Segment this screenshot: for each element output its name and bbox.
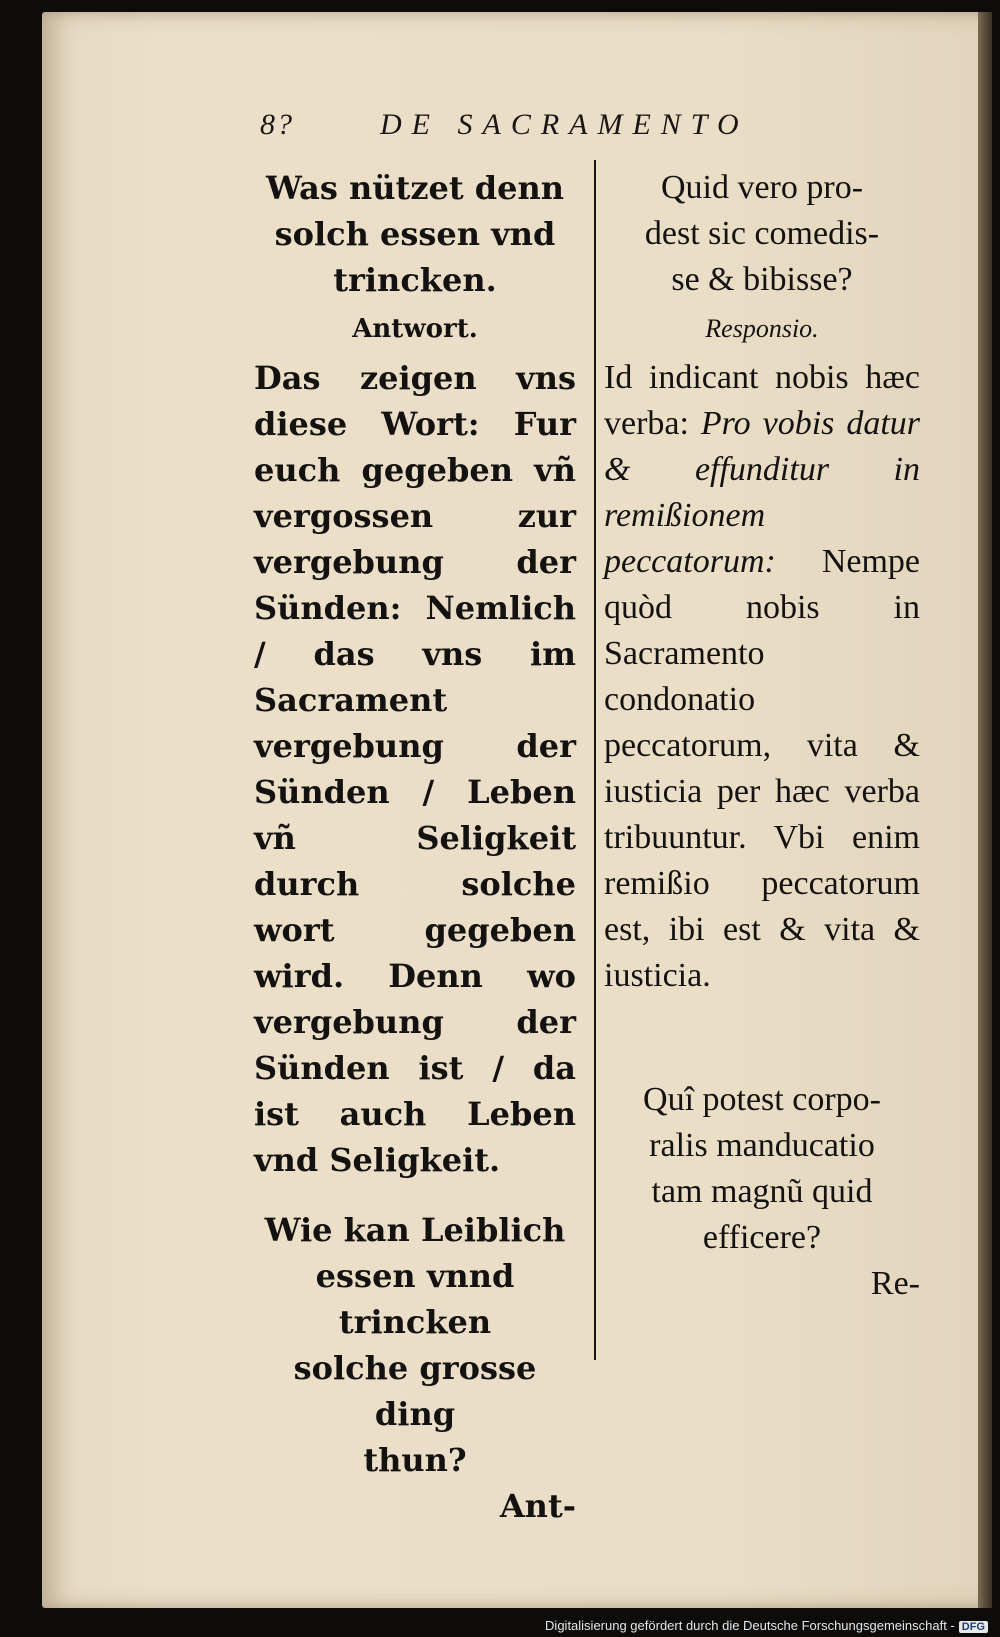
latin-q2-line: tam magnũ quid (651, 1173, 873, 1210)
latin-q2-line: efficere? (702, 1219, 822, 1256)
german-q1-line: solch essen vnd (274, 215, 556, 253)
latin-body-rest: Nempe quòd nobis in Sacramento condonatio peccatorum, vita & iusticia per hæc verba tribuuntur. Vbi enim remißio peccatorum est, ibi est & vita & iusticia. (604, 543, 920, 994)
german-q1-line: trincken. (333, 261, 497, 299)
german-q2-line: essen vnnd trincken (315, 1257, 515, 1341)
footer-text: Digitalisierung gefördert durch die Deutsche Forschungsgemeinschaft - (545, 1618, 955, 1633)
latin-q2-line: ralis manducatio (649, 1127, 875, 1164)
running-header (260, 108, 900, 148)
latin-body-quote: Pro vobis datur & effunditur in remißionem peccatorum: (604, 405, 920, 580)
latin-answer-body (604, 355, 920, 999)
funding-footer (545, 1618, 988, 1633)
latin-body-intro: Id indicant nobis hæc verba: (604, 359, 920, 442)
column-divider (594, 160, 596, 1360)
german-answer-body: Das zeigen vns diese Wort: Fur euch gegeben vñ vergossen zur vergebung der Sünden: Nemlich / das vns im Sacrament vergebung der Sünden / Leben vñ Seligkeit durch solche wort gegeben wird. Denn wo vergebung der Sünden ist / da ist auch Leben vnd Seligkeit. (254, 359, 576, 1179)
german-q1-line: Was nützet denn (265, 169, 565, 207)
latin-q1-line: se & bibisse? (671, 261, 853, 298)
latin-column (604, 165, 920, 1307)
latin-q1-line: dest sic comedis- (644, 215, 880, 252)
german-question-1 (254, 165, 576, 303)
german-q2-line: solche grosse ding (293, 1349, 537, 1433)
latin-question-2 (604, 1077, 920, 1261)
latin-catchword: Re- (870, 1265, 920, 1302)
page-number: 8? (260, 108, 294, 141)
german-catchword: Ant- (499, 1487, 576, 1525)
german-question-2 (254, 1207, 576, 1483)
german-answer-label: Antwort. (352, 314, 478, 344)
latin-q1-line: Quid vero pro- (660, 169, 864, 206)
german-q2-line: thun? (363, 1441, 467, 1479)
latin-question-1 (604, 165, 920, 303)
latin-q2-line: Quî potest corpo- (643, 1081, 881, 1118)
running-title: DE SACRAMENTO (380, 108, 749, 141)
dfg-logo: DFG (959, 1621, 988, 1633)
latin-answer-label: Responsio. (705, 314, 819, 343)
page-edge (978, 12, 992, 1608)
german-q2-line: Wie kan Leiblich (264, 1211, 566, 1249)
german-column (254, 165, 576, 1529)
